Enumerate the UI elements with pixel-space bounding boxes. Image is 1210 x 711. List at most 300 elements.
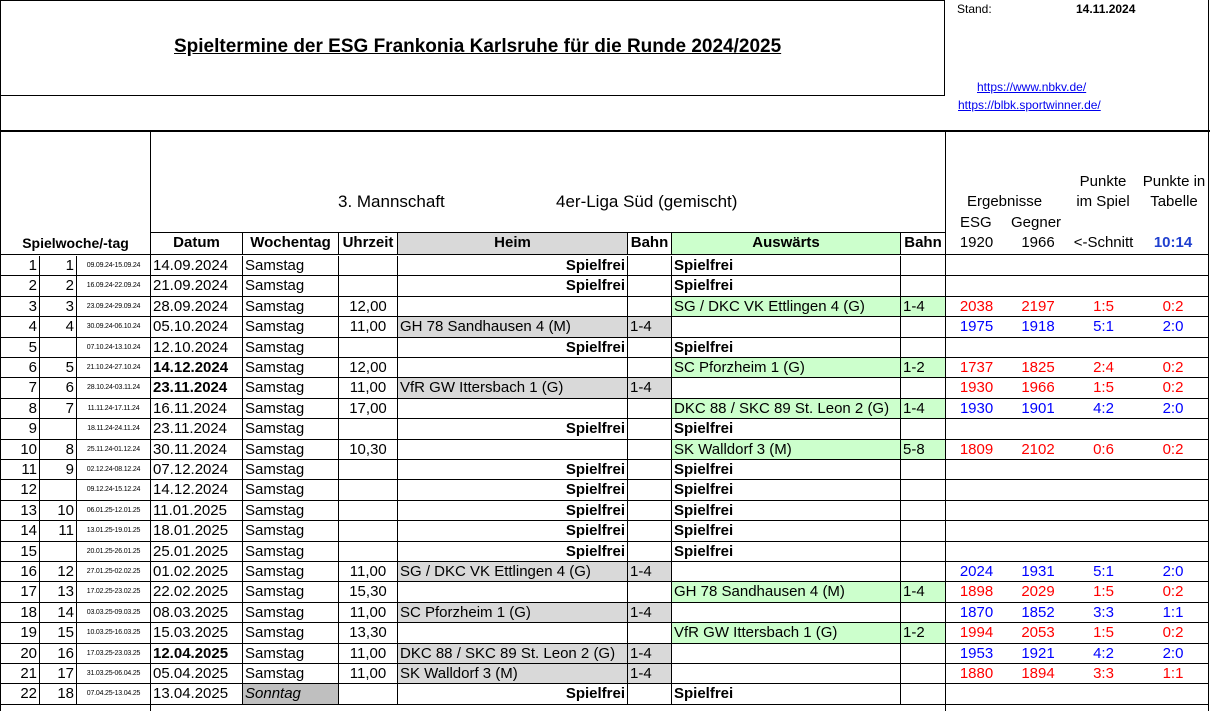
- esg-score-cell: [946, 256, 1007, 276]
- game-day: [40, 338, 77, 358]
- time-cell: 11,00: [339, 317, 398, 337]
- table-row: [0, 684, 1209, 704]
- table-points-cell: [1138, 419, 1209, 439]
- esg-score-cell: 2038: [946, 297, 1007, 317]
- game-day: 13: [40, 582, 77, 602]
- away-team-cell: [672, 317, 901, 337]
- weekday-cell: Samstag: [243, 378, 339, 398]
- weekday-cell: Samstag: [243, 256, 339, 276]
- weekday-cell: Samstag: [243, 419, 339, 439]
- header-wochentag: Wochentag: [243, 233, 339, 255]
- table-row: [0, 582, 1209, 602]
- home-team-cell: [398, 399, 628, 419]
- home-team-cell: Spielfrei: [398, 501, 628, 521]
- table-row: [0, 623, 1209, 643]
- date-cell: 25.01.2025: [151, 542, 243, 562]
- table-points-cell: [1138, 338, 1209, 358]
- esg-score-cell: 1809: [946, 440, 1007, 460]
- week-range: 20.01.25-26.01.25: [77, 542, 151, 562]
- away-team-cell: Spielfrei: [672, 501, 901, 521]
- week-range: 17.03.25-23.03.25: [77, 644, 151, 664]
- away-lane-cell: [901, 256, 946, 276]
- away-lane-cell: 1-4: [901, 399, 946, 419]
- date-cell: 11.01.2025: [151, 501, 243, 521]
- week-range: 30.09.24-06.10.24: [77, 317, 151, 337]
- date-cell: 12.04.2025: [151, 644, 243, 664]
- opponent-score-cell: [1007, 521, 1069, 541]
- table-row: [0, 542, 1209, 562]
- week-range: 09.12.24-15.12.24: [77, 480, 151, 500]
- game-day: [40, 542, 77, 562]
- home-lane-cell: 1-4: [628, 664, 672, 684]
- table-points-cell: [1138, 256, 1209, 276]
- date-cell: 23.11.2024: [151, 419, 243, 439]
- table-row: [0, 644, 1209, 664]
- away-lane-cell: [901, 684, 946, 704]
- weekday-cell: Samstag: [243, 603, 339, 623]
- game-points-cell: [1069, 338, 1138, 358]
- game-points-cell: 1:5: [1069, 297, 1138, 317]
- home-team-cell: DKC 88 / SKC 89 St. Leon 2 (G): [398, 644, 628, 664]
- header-schnitt: <-Schnitt: [1069, 233, 1138, 255]
- home-lane-cell: [628, 460, 672, 480]
- link-sportwinner[interactable]: https://blbk.sportwinner.de/: [958, 98, 1101, 112]
- home-lane-cell: 1-4: [628, 562, 672, 582]
- week-range: 07.10.24-13.10.24: [77, 338, 151, 358]
- time-cell: [339, 338, 398, 358]
- away-lane-cell: 1-2: [901, 623, 946, 643]
- date-cell: 13.04.2025: [151, 684, 243, 704]
- stand-date: 14.11.2024: [1076, 2, 1136, 16]
- time-cell: 11,00: [339, 644, 398, 664]
- table-points-cell: 0:2: [1138, 378, 1209, 398]
- home-lane-cell: 1-4: [628, 603, 672, 623]
- home-team-cell: [398, 440, 628, 460]
- away-team-cell: [672, 378, 901, 398]
- away-team-cell: Spielfrei: [672, 460, 901, 480]
- away-team-cell: Spielfrei: [672, 542, 901, 562]
- esg-score-cell: [946, 542, 1007, 562]
- game-points-cell: 5:1: [1069, 562, 1138, 582]
- game-day: 4: [40, 317, 77, 337]
- week-range: 21.10.24-27.10.24: [77, 358, 151, 378]
- table-row: [0, 399, 1209, 419]
- date-cell: 30.11.2024: [151, 440, 243, 460]
- opponent-score-cell: 1852: [1007, 603, 1069, 623]
- week-number: 16: [0, 562, 40, 582]
- team-name: 3. Mannschaft: [338, 192, 445, 211]
- time-cell: 13,30: [339, 623, 398, 643]
- opponent-score-cell: 2102: [1007, 440, 1069, 460]
- header-avg-esg: 1920: [946, 233, 1007, 255]
- week-number: 17: [0, 582, 40, 602]
- time-cell: 10,30: [339, 440, 398, 460]
- weekday-cell: Samstag: [243, 317, 339, 337]
- game-day: [40, 480, 77, 500]
- esg-score-cell: 1880: [946, 664, 1007, 684]
- away-lane-cell: 5-8: [901, 440, 946, 460]
- home-team-cell: Spielfrei: [398, 276, 628, 296]
- away-team-cell: DKC 88 / SKC 89 St. Leon 2 (G): [672, 399, 901, 419]
- away-team-cell: VfR GW Ittersbach 1 (G): [672, 623, 901, 643]
- weekday-cell: Samstag: [243, 644, 339, 664]
- game-day: 5: [40, 358, 77, 378]
- time-cell: 11,00: [339, 562, 398, 582]
- away-team-cell: SC Pforzheim 1 (G): [672, 358, 901, 378]
- game-points-cell: [1069, 276, 1138, 296]
- away-team-cell: [672, 562, 901, 582]
- home-lane-cell: [628, 623, 672, 643]
- week-range: 18.11.24-24.11.24: [77, 419, 151, 439]
- week-number: 1: [0, 256, 40, 276]
- table-row: [0, 480, 1209, 500]
- away-lane-cell: [901, 501, 946, 521]
- weekday-cell: Samstag: [243, 276, 339, 296]
- week-range: 16.09.24-22.09.24: [77, 276, 151, 296]
- date-cell: 21.09.2024: [151, 276, 243, 296]
- opponent-score-cell: 1901: [1007, 399, 1069, 419]
- game-day: 6: [40, 378, 77, 398]
- opponent-score-cell: 1966: [1007, 378, 1069, 398]
- home-lane-cell: [628, 297, 672, 317]
- home-team-cell: [398, 297, 628, 317]
- table-row: [0, 317, 1209, 337]
- table-row: [0, 521, 1209, 541]
- away-lane-cell: [901, 317, 946, 337]
- home-lane-cell: [628, 480, 672, 500]
- game-points-cell: 4:2: [1069, 644, 1138, 664]
- home-lane-cell: [628, 542, 672, 562]
- home-lane-cell: 1-4: [628, 644, 672, 664]
- week-range: 02.12.24-08.12.24: [77, 460, 151, 480]
- game-points-cell: 5:1: [1069, 317, 1138, 337]
- opponent-score-cell: 1921: [1007, 644, 1069, 664]
- weekday-cell: Samstag: [243, 358, 339, 378]
- week-number: 5: [0, 338, 40, 358]
- home-lane-cell: 1-4: [628, 317, 672, 337]
- date-cell: 22.02.2025: [151, 582, 243, 602]
- opponent-score-cell: [1007, 480, 1069, 500]
- league-name: 4er-Liga Süd (gemischt): [556, 192, 738, 211]
- date-cell: 14.12.2024: [151, 480, 243, 500]
- opponent-score-cell: [1007, 501, 1069, 521]
- week-number: 4: [0, 317, 40, 337]
- week-number: 21: [0, 664, 40, 684]
- weekday-cell: Samstag: [243, 582, 339, 602]
- away-lane-cell: [901, 521, 946, 541]
- punkte-tabelle-label: Punkte in Tabelle: [1142, 173, 1206, 210]
- away-lane-cell: [901, 338, 946, 358]
- time-cell: [339, 480, 398, 500]
- time-cell: [339, 276, 398, 296]
- header-uhrzeit: Uhrzeit: [339, 233, 398, 255]
- week-range: 31.03.25-06.04.25: [77, 664, 151, 684]
- game-day: 17: [40, 664, 77, 684]
- time-cell: 11,00: [339, 664, 398, 684]
- opponent-score-cell: 2053: [1007, 623, 1069, 643]
- time-cell: 17,00: [339, 399, 398, 419]
- game-points-cell: [1069, 501, 1138, 521]
- table-points-cell: [1138, 480, 1209, 500]
- table-points-cell: 1:1: [1138, 603, 1209, 623]
- table-points-cell: [1138, 501, 1209, 521]
- week-range: 13.01.25-19.01.25: [77, 521, 151, 541]
- away-team-cell: Spielfrei: [672, 338, 901, 358]
- stand-label: Stand:: [957, 2, 992, 16]
- opponent-score-cell: [1007, 256, 1069, 276]
- time-cell: [339, 521, 398, 541]
- week-number: 15: [0, 542, 40, 562]
- away-team-cell: [672, 644, 901, 664]
- home-team-cell: GH 78 Sandhausen 4 (M): [398, 317, 628, 337]
- esg-score-cell: 1737: [946, 358, 1007, 378]
- header-auswaerts: Auswärts: [672, 233, 901, 255]
- opponent-score-cell: [1007, 276, 1069, 296]
- home-lane-cell: [628, 582, 672, 602]
- table-row: [0, 603, 1209, 623]
- away-lane-cell: [901, 644, 946, 664]
- table-row: [0, 440, 1209, 460]
- home-lane-cell: [628, 256, 672, 276]
- table-points-cell: [1138, 521, 1209, 541]
- week-range: 07.04.25-13.04.25: [77, 684, 151, 704]
- home-team-cell: [398, 358, 628, 378]
- opponent-score-cell: [1007, 460, 1069, 480]
- home-lane-cell: [628, 276, 672, 296]
- time-cell: 15,30: [339, 582, 398, 602]
- table-row: [0, 460, 1209, 480]
- esg-score-cell: [946, 276, 1007, 296]
- game-points-cell: [1069, 542, 1138, 562]
- week-number: 12: [0, 480, 40, 500]
- opponent-score-cell: 1825: [1007, 358, 1069, 378]
- week-range: 03.03.25-09.03.25: [77, 603, 151, 623]
- table-points-cell: 0:2: [1138, 582, 1209, 602]
- page-title: Spieltermine der ESG Frankonia Karlsruhe für die Runde 2024/2025: [174, 36, 782, 57]
- game-points-cell: 4:2: [1069, 399, 1138, 419]
- game-points-cell: 3:3: [1069, 664, 1138, 684]
- esg-score-cell: [946, 460, 1007, 480]
- time-cell: [339, 501, 398, 521]
- header-tabelle-total: 10:14: [1138, 233, 1209, 255]
- home-team-cell: Spielfrei: [398, 419, 628, 439]
- game-day: 8: [40, 440, 77, 460]
- time-cell: [339, 256, 398, 276]
- week-number: 6: [0, 358, 40, 378]
- home-team-cell: Spielfrei: [398, 542, 628, 562]
- week-number: 20: [0, 644, 40, 664]
- week-range: 23.09.24-29.09.24: [77, 297, 151, 317]
- table-points-cell: 2:0: [1138, 644, 1209, 664]
- punkte-spiel-label: Punkte im Spiel: [1076, 173, 1130, 210]
- home-team-cell: Spielfrei: [398, 460, 628, 480]
- ergebnisse-label: Ergebnisse: [967, 193, 1043, 210]
- table-points-cell: [1138, 276, 1209, 296]
- esg-score-cell: 1953: [946, 644, 1007, 664]
- week-number: 19: [0, 623, 40, 643]
- game-points-cell: [1069, 460, 1138, 480]
- table-row: [0, 419, 1209, 439]
- table-row: [0, 358, 1209, 378]
- home-lane-cell: [628, 521, 672, 541]
- away-team-cell: Spielfrei: [672, 521, 901, 541]
- opponent-score-cell: [1007, 338, 1069, 358]
- game-day: 14: [40, 603, 77, 623]
- home-lane-cell: [628, 338, 672, 358]
- week-range: 25.11.24-01.12.24: [77, 440, 151, 460]
- weekday-cell: Samstag: [243, 480, 339, 500]
- weekday-cell: Samstag: [243, 623, 339, 643]
- weekday-cell: Samstag: [243, 338, 339, 358]
- away-lane-cell: [901, 562, 946, 582]
- game-day: 15: [40, 623, 77, 643]
- table-row: [0, 378, 1209, 398]
- link-nbkv[interactable]: https://www.nbkv.de/: [977, 80, 1087, 94]
- esg-score-cell: 1975: [946, 317, 1007, 337]
- table-points-cell: [1138, 684, 1209, 704]
- time-cell: [339, 542, 398, 562]
- away-team-cell: SG / DKC VK Ettlingen 4 (G): [672, 297, 901, 317]
- week-range: 10.03.25-16.03.25: [77, 623, 151, 643]
- game-day: 1: [40, 256, 77, 276]
- date-cell: 07.12.2024: [151, 460, 243, 480]
- home-team-cell: [398, 623, 628, 643]
- table-points-cell: [1138, 542, 1209, 562]
- opponent-score-cell: [1007, 684, 1069, 704]
- game-points-cell: 2:4: [1069, 358, 1138, 378]
- week-number: 18: [0, 603, 40, 623]
- opponent-score-cell: 2029: [1007, 582, 1069, 602]
- opponent-score-cell: [1007, 542, 1069, 562]
- away-lane-cell: [901, 664, 946, 684]
- away-team-cell: [672, 603, 901, 623]
- home-lane-cell: [628, 358, 672, 378]
- table-points-cell: 0:2: [1138, 358, 1209, 378]
- time-cell: 11,00: [339, 378, 398, 398]
- esg-score-cell: 1930: [946, 378, 1007, 398]
- game-points-cell: [1069, 480, 1138, 500]
- home-lane-cell: [628, 501, 672, 521]
- game-points-cell: 1:5: [1069, 378, 1138, 398]
- esg-label: ESG: [960, 214, 992, 231]
- table-row: [0, 501, 1209, 521]
- game-points-cell: 3:3: [1069, 603, 1138, 623]
- opponent-score-cell: [1007, 419, 1069, 439]
- table-points-cell: 1:1: [1138, 664, 1209, 684]
- header-avg-gegner: 1966: [1007, 233, 1069, 255]
- game-day: 10: [40, 501, 77, 521]
- weekday-cell: Samstag: [243, 440, 339, 460]
- week-number: 3: [0, 297, 40, 317]
- home-team-cell: SG / DKC VK Ettlingen 4 (G): [398, 562, 628, 582]
- week-range: 09.09.24-15.09.24: [77, 256, 151, 276]
- home-team-cell: SK Walldorf 3 (M): [398, 664, 628, 684]
- home-lane-cell: [628, 684, 672, 704]
- date-cell: 05.04.2025: [151, 664, 243, 684]
- date-cell: 28.09.2024: [151, 297, 243, 317]
- away-team-cell: Spielfrei: [672, 276, 901, 296]
- opponent-score-cell: 1918: [1007, 317, 1069, 337]
- table-row: [0, 562, 1209, 582]
- game-points-cell: 0:6: [1069, 440, 1138, 460]
- away-lane-cell: [901, 276, 946, 296]
- home-team-cell: Spielfrei: [398, 256, 628, 276]
- esg-score-cell: 1898: [946, 582, 1007, 602]
- table-row: [0, 256, 1209, 276]
- date-cell: 18.01.2025: [151, 521, 243, 541]
- time-cell: 11,00: [339, 603, 398, 623]
- game-points-cell: 1:5: [1069, 582, 1138, 602]
- esg-score-cell: 1870: [946, 603, 1007, 623]
- esg-score-cell: [946, 501, 1007, 521]
- weekday-cell: Samstag: [243, 399, 339, 419]
- home-team-cell: [398, 582, 628, 602]
- header-spielwoche: Spielwoche/-tag: [0, 233, 151, 255]
- esg-score-cell: [946, 338, 1007, 358]
- esg-score-cell: 2024: [946, 562, 1007, 582]
- week-range: 06.01.25-12.01.25: [77, 501, 151, 521]
- away-team-cell: Spielfrei: [672, 684, 901, 704]
- away-lane-cell: [901, 542, 946, 562]
- time-cell: [339, 460, 398, 480]
- header-datum: Datum: [151, 233, 243, 255]
- week-number: 8: [0, 399, 40, 419]
- away-lane-cell: [901, 378, 946, 398]
- game-day: 7: [40, 399, 77, 419]
- away-lane-cell: 1-4: [901, 582, 946, 602]
- table-points-cell: 0:2: [1138, 623, 1209, 643]
- week-number: 10: [0, 440, 40, 460]
- opponent-score-cell: 2197: [1007, 297, 1069, 317]
- home-team-cell: SC Pforzheim 1 (G): [398, 603, 628, 623]
- date-cell: 12.10.2024: [151, 338, 243, 358]
- week-range: 27.01.25-02.02.25: [77, 562, 151, 582]
- date-cell: 08.03.2025: [151, 603, 243, 623]
- table-points-cell: 2:0: [1138, 562, 1209, 582]
- table-row: [0, 297, 1209, 317]
- time-cell: [339, 684, 398, 704]
- time-cell: 12,00: [339, 297, 398, 317]
- away-lane-cell: [901, 460, 946, 480]
- weekday-cell: Sonntag: [243, 684, 339, 704]
- game-day: 11: [40, 521, 77, 541]
- table-points-cell: 0:2: [1138, 440, 1209, 460]
- esg-score-cell: [946, 521, 1007, 541]
- gegner-label: Gegner: [1011, 214, 1062, 231]
- opponent-score-cell: 1931: [1007, 562, 1069, 582]
- table-points-cell: 0:2: [1138, 297, 1209, 317]
- table-row: [0, 664, 1209, 684]
- away-lane-cell: [901, 603, 946, 623]
- table-points-cell: 2:0: [1138, 317, 1209, 337]
- game-day: 18: [40, 684, 77, 704]
- game-points-cell: [1069, 419, 1138, 439]
- week-number: 7: [0, 378, 40, 398]
- esg-score-cell: [946, 419, 1007, 439]
- away-team-cell: [672, 664, 901, 684]
- esg-score-cell: [946, 480, 1007, 500]
- date-cell: 14.12.2024: [151, 358, 243, 378]
- date-cell: 23.11.2024: [151, 378, 243, 398]
- weekday-cell: Samstag: [243, 460, 339, 480]
- weekday-cell: Samstag: [243, 501, 339, 521]
- week-number: 11: [0, 460, 40, 480]
- table-row: [0, 276, 1209, 296]
- game-day: 9: [40, 460, 77, 480]
- game-day: 3: [40, 297, 77, 317]
- away-lane-cell: [901, 480, 946, 500]
- home-lane-cell: [628, 440, 672, 460]
